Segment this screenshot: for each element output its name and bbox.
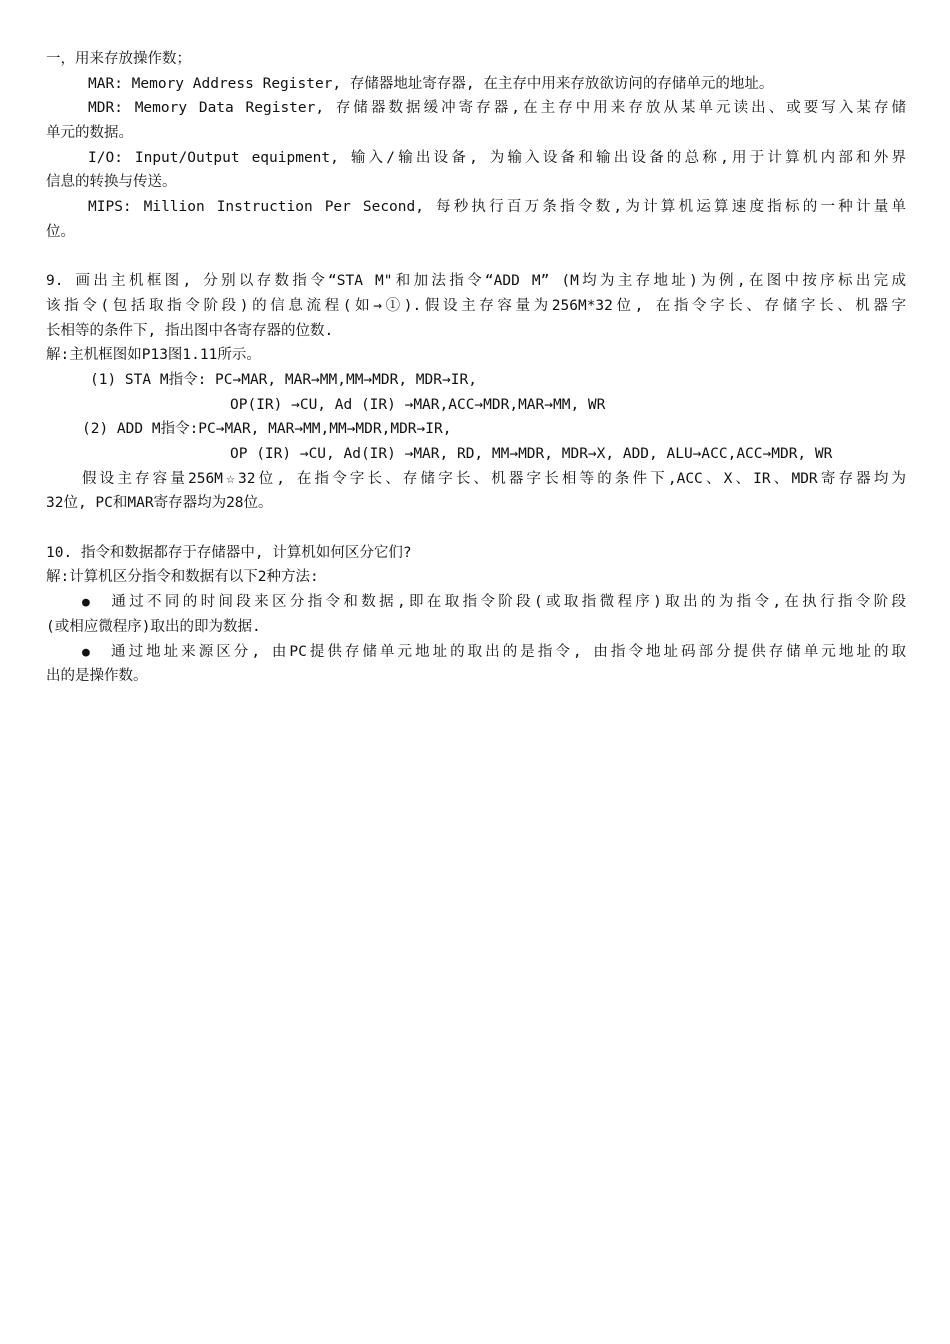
q10-bullet1-text: 通过不同的时间段来区分指令和数据,即在取指令阶段(或取指微程序)取出的为指令,在执行指令阶段 bbox=[108, 594, 906, 611]
paragraph-gap bbox=[46, 516, 906, 541]
q10-answer-intro: 解:计算机区分指令和数据有以下2种方法: bbox=[46, 569, 319, 586]
bullet-dot-icon: ● bbox=[82, 595, 90, 611]
q9-text-line1: 9. 画出主机框图, 分别以存数指令“STA M"和加法指令“ADD M” (M均为主存地址)为例,在图中按序标出完成 bbox=[46, 273, 906, 290]
q9-conclusion-line2: 32位, PC和MAR寄存器均为28位。 bbox=[46, 495, 273, 512]
bullet-dot-icon: ● bbox=[82, 644, 90, 660]
term-io-line2: 信息的转换与传送。 bbox=[46, 174, 177, 191]
q10-text: 10. 指令和数据都存于存储器中, 计算机如何区分它们? bbox=[46, 544, 412, 561]
paragraph-gap bbox=[46, 245, 906, 270]
term-mips-line2: 位。 bbox=[46, 223, 75, 240]
q9-text-line3: 长相等的条件下, 指出图中各寄存器的位数. bbox=[46, 322, 334, 339]
q10-bullet2-line1 bbox=[46, 640, 906, 665]
q9-sta-flow-line2: OP(IR) →CU, Ad (IR) →MAR,ACC→MDR,MAR→MM, WR bbox=[230, 396, 606, 413]
q10-bullet2-text: 通过地址来源区分, 由PC提供存储单元地址的取出的是指令, 由指令地址码部分提供存储单元地址的取 bbox=[108, 643, 906, 660]
q9-add-flow-line1: (2) ADD M指令:PC→MAR, MAR→MM,MM→MDR,MDR→IR, bbox=[82, 421, 452, 438]
q10-bullet2-line2: 出的是操作数。 bbox=[46, 668, 148, 685]
term-mips-line1: MIPS: Million Instruction Per Second, 每秒执行百万条指令数,为计算机运算速度指标的一种计量单 bbox=[88, 199, 906, 216]
term-mdr-line2: 单元的数据。 bbox=[46, 125, 133, 142]
q9-sta-flow-line1: (1) STA M指令: PC→MAR, MAR→MM,MM→MDR, MDR→IR, bbox=[90, 371, 477, 388]
term-io-line1: I/O: Input/Output equipment, 输入/输出设备, 为输入设备和输出设备的总称,用于计算机内部和外界 bbox=[88, 149, 906, 166]
q9-answer-intro: 解:主机框图如P13图1.11所示。 bbox=[46, 347, 261, 364]
q9-conclusion-line1: 假设主存容量256M☆32位, 在指令字长、存储字长、机器字长相等的条件下,ACC、X、IR、MDR寄存器均为 bbox=[82, 470, 906, 487]
q10-bullet1-line2: (或相应微程序)取出的即为数据. bbox=[46, 618, 261, 635]
document-page bbox=[46, 47, 906, 689]
q9-text-line2: 该指令(包括取指令阶段)的信息流程(如→①).假设主存容量为256M*32位, 在指令字长、存储字长、机器字 bbox=[46, 297, 906, 314]
q10-bullet1-line1 bbox=[46, 590, 906, 615]
section-heading: 一，用来存放操作数； bbox=[46, 51, 191, 67]
term-mar: MAR: Memory Address Register, 存储器地址寄存器, 在主存中用来存放欲访问的存储单元的地址。 bbox=[88, 75, 774, 92]
term-mdr-line1: MDR: Memory Data Register, 存储器数据缓冲寄存器,在主存中用来存放从某单元读出、或要写入某存储 bbox=[88, 100, 906, 117]
q9-add-flow-line2: OP (IR) →CU, Ad(IR) →MAR, RD, MM→MDR, MDR→X, ADD, ALU→ACC,ACC→MDR, WR bbox=[230, 446, 833, 462]
